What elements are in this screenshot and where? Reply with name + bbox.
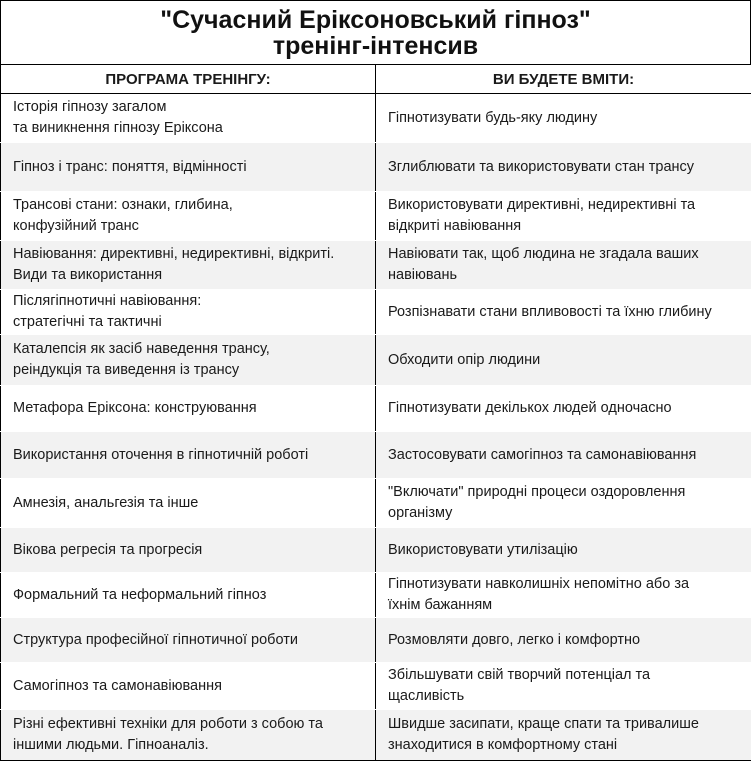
- skill-cell: Гіпнотизувати навколишніх непомітно або за їхнім бажанням: [376, 573, 751, 618]
- title-block: [0, 0, 751, 64]
- table-row: [1, 432, 751, 479]
- program-topic-cell: Гіпноз і транс: поняття, відмінності: [1, 143, 376, 192]
- program-topic-cell: Історія гіпнозу загалом та виникнення гіпнозу Еріксона: [1, 94, 376, 143]
- skill-cell: Навіювати так, щоб людина не згадала ваших навіювань: [376, 241, 751, 290]
- skill-cell: Використовувати директивні, недирективні та відкриті навіювання: [376, 192, 751, 241]
- table-row: [1, 528, 751, 573]
- skill-cell: Збільшувати свій творчий потенціал та щасливість: [376, 663, 751, 710]
- table-header-row: [1, 65, 751, 94]
- skill-cell: Швидше засипати, краще спати та тривалише знаходитися в комфортному стані: [376, 710, 751, 761]
- program-topic-cell: Трансові стани: ознаки, глибина, конфузійний транс: [1, 192, 376, 241]
- table-row: [1, 618, 751, 663]
- header-skills: ВИ БУДЕТЕ ВМІТИ:: [376, 65, 751, 94]
- header-program: ПРОГРАМА ТРЕНІНГУ:: [1, 65, 376, 94]
- program-topic-cell: Каталепсія як засіб наведення трансу, реіндукція та виведення із трансу: [1, 335, 376, 386]
- program-topic-cell: Самогіпноз та самонавіювання: [1, 663, 376, 710]
- program-topic-cell: Використання оточення в гіпнотичній роботі: [1, 432, 376, 479]
- program-topic-cell: Навіювання: директивні, недирективні, відкриті. Види та використання: [1, 241, 376, 290]
- table-row: [1, 573, 751, 618]
- program-topic-cell: Різні ефективні техніки для роботи з собою та іншими людьми. Гіпноаналіз.: [1, 710, 376, 761]
- table-row: [1, 94, 751, 143]
- program-topic-cell: Структура професійної гіпнотичної роботи: [1, 618, 376, 663]
- table-row: [1, 479, 751, 528]
- program-topic-cell: Вікова регресія та прогресія: [1, 528, 376, 573]
- program-topic-cell: Амнезія, анальгезія та інше: [1, 479, 376, 528]
- skill-cell: Гіпнотизувати декількох людей одночасно: [376, 386, 751, 432]
- program-topic-cell: Формальний та неформальний гіпноз: [1, 573, 376, 618]
- program-topic-cell: Післягіпнотичні навіювання: стратегічні та тактичні: [1, 290, 376, 335]
- table-row: [1, 386, 751, 432]
- table-row: [1, 192, 751, 241]
- skill-cell: Застосовувати самогіпноз та самонавіювання: [376, 432, 751, 479]
- skill-cell: "Включати" природні процеси оздоровлення організму: [376, 479, 751, 528]
- skill-cell: Розмовляти довго, легко і комфортно: [376, 618, 751, 663]
- table-row: [1, 143, 751, 192]
- table-row: [1, 241, 751, 290]
- table-row: [1, 663, 751, 710]
- skill-cell: Розпізнавати стани впливовості та їхню глибину: [376, 290, 751, 335]
- skill-cell: Зглиблювати та використовувати стан трансу: [376, 143, 751, 192]
- title-line-1: "Сучасний Еріксоновський гіпноз": [160, 5, 591, 34]
- table-row: [1, 710, 751, 761]
- skill-cell: Обходити опір людини: [376, 335, 751, 386]
- table-row: [1, 290, 751, 335]
- table-body: [1, 94, 751, 761]
- program-table: [0, 64, 751, 761]
- title-line-2: тренінг-інтенсив: [272, 31, 479, 60]
- skill-cell: Використовувати утилізацію: [376, 528, 751, 573]
- program-topic-cell: Метафора Еріксона: конструювання: [1, 386, 376, 432]
- table-row: [1, 335, 751, 386]
- skill-cell: Гіпнотизувати будь-яку людину: [376, 94, 751, 143]
